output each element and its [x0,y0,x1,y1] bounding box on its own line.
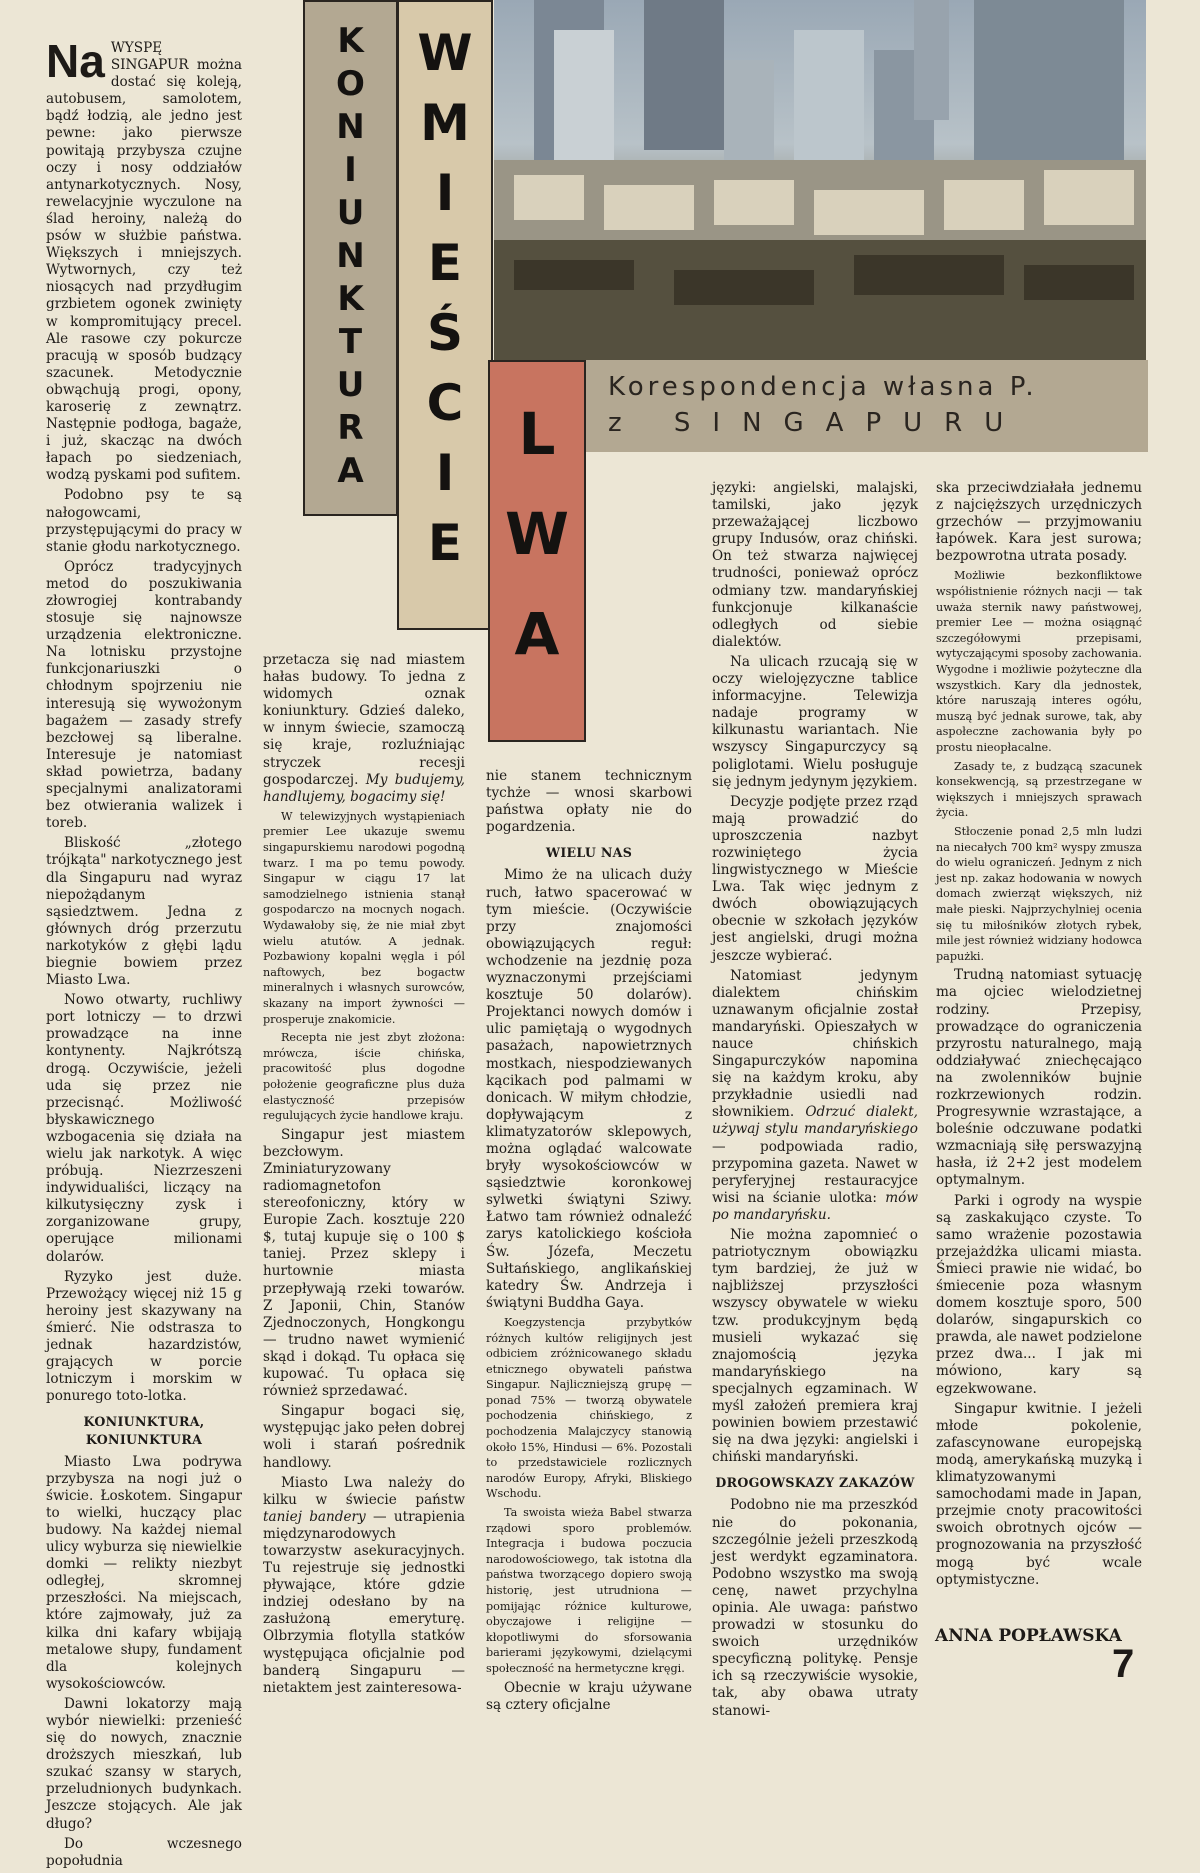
title-letter: T [338,322,363,362]
lead-paragraph: Na WYSPĘ SINGAPUR można dostać się koleją, autobusem, samolotem, bądź łodzią, ale jedno jest pewne: jako pierwsze powitają przybysza czujne oczy i nosy oddziałów antynarkotycznych. Nosy, rewelacyjnie wyczulone na ślad heroiny, należą do psów w służbie państwa. Większych i mniejszych. Wytwornych, czy też niosących nad przydługim grzbietem ogonek zwinięty w kompromitujący precel. Ale rasowe czy pokurcze pracują w sposób budzący szacunek. Metodycznie obwąchują progi, opony, karoserię z zewnątrz. Następnie podłoga, bagaże, i już, skacząc na dwóch łapach po siedzeniach, wodzą pyskami pod sufitem. [46,35,242,484]
paragraph: Miasto Lwa należy do kilku w świecie państw taniej bandery — utrapienia międzynarodowych towarzystw asekuracyjnych. Tu rejestruje się jednostki pływające, które gdzie indziej odesłano by na zasłużoną emeryturę. Olbrzymia flotylla statków występująca oficjalnie pod banderą Singapuru — nietaktem jest zainteresowa- [263,1474,465,1696]
title-letter: Ś [426,304,463,362]
paragraph: języki: angielski, malajski, tamilski, jako język przeważającej liczbowo grupy Indusów, oraz chiński. On też stwarza najwięcej trudności, ponieważ oprócz odmiany tzw. mandaryńskiej funkcjonuje kilkanaście odległych od siebie dialektów. [712,480,918,650]
title-banner-w-miescie [397,0,493,630]
paragraph: Zasady te, z budzącą szacunek konsekwencją, są przestrzegane w większych i mniejszych sprawach życia. [936,759,1142,820]
title-letter: I [435,444,455,502]
paragraph: ska przeciwdziałała jednemu z najcięższych urzędniczych grzechów — przyjmowaniu łapówek. Kara jest surowa; bezpowrotna utrata posady. [936,480,1142,565]
section-heading: KONIUNKTURA, KONIUNKTURA [83,1414,205,1447]
title-letter: E [427,514,463,572]
paragraph: nie stanem technicznym tychże — wnosi skarbowi państwa opłaty nie do pogardzenia. [486,768,692,836]
paragraph: Singapur bogaci się, występując jako pełen dobrej woli i starań pośrednik handlowy. [263,1403,465,1471]
paragraph: Nie można zapomnieć o patriotycznym obowiązku tym bardziej, że już w najbliższej przyszłości wszyscy obywatele w wieku tzw. produkcyjnym będą musieli wykazać się znajomością języka mandaryńskiego na specjalnych egzaminach. W myśl założeń premiera kraj powinien bowiem przestawić się na dwa języki: angielski i chiński mandaryński. [712,1227,918,1466]
paragraph: W telewizyjnych wystąpieniach premier Lee ukazuje swemu singapurskiemu narodowi pogodną twarz. I ma po temu powody. Singapur w ciągu 17 lat samodzielnego istnienia stanął gospodarczo na mocnych nogach. Wydawałoby się, że nie miał zbyt wielu atutów. A jednak. Pozbawiony kopalni węgla i pól naftowych, bez bogactw mineralnych i własnych surowców, skazany na import żywności — prosperuje znakomicie. [263,809,465,1026]
title-letter: K [337,21,364,61]
column-3 [486,768,692,1717]
paragraph: Singapur jest miastem bezcłowym. Zminiaturyzowany radiomagnetofon stereofoniczny, który w Europie Zach. kosztuje 220 $, tutaj kupuje się o 100 $ taniej. Przez sklepy i hurtownie miasta przepływają rzeki towarów. Z Japonii, Chin, Stanów Zjednoczonych, Hongkongu — trudno nawet wymienić skąd i dokąd. Tu opłaca się kupować. Tu opłaca się również sprzedawać. [263,1126,465,1400]
paragraph: Koegzystencja przybytków różnych kultów religijnych jest odbiciem zróżnicowanego składu etnicznego obywateli państwa Singapur. Najliczniejszą grupę — ponad 75% — tworzą obywatele pochodzenia chińskiego, z pochodzenia Malajczycy stanowią około 15%, Hindusi — 6%. Pozostali to przedstawiciele rozlicznych narodów Europy, Afryki, Bliskiego Wschodu. [486,1315,692,1501]
title-letter: A [514,600,560,668]
paragraph: Parki i ogrody na wyspie są zaskakująco czyste. To samo wrażenie pozostawia przejażdżka ulicami miasta. Śmieci prawie nie widać, bo śmiecenie poza własnym domem kosztuje sporo, 500 dolarów, singapurskich co prawda, ale nawet podzielone przez dwa... I jak mi mówiono, kary są egzekwowane. [936,1192,1143,1397]
paragraph: Natomiast jedynym dialektem chińskim uznawanym oficjalnie został mandaryński. Opieszałych w nauce chińskich Singapurczyków napomina się na każdym kroku, aby przykładnie usiedli nad słownikiem. Odrzuć dialekt, używaj stylu mandaryńskiego — podpowiada radio, przypomina gazeta. Nawet w peryferyjnej restauracyjce wisi na ścianie ulotka: mów po mandaryńsku. [712,967,918,1223]
title-letter: R [337,408,364,448]
correspondence-line1: Korespondencja własna P. [608,372,1038,402]
paragraph: Obecnie w kraju używane są cztery oficjalne [486,1679,692,1713]
correspondence-line2: z SINGAPURU [608,408,1026,438]
title-letter: I [344,150,357,190]
paragraph: Stłoczenie ponad 2,5 mln ludzi na niecałych 700 km² wyspy zmusza do wielu ograniczeń. Jednym z nich jest np. zakaz hodowania w nowych domach zwierząt większych, niż małe pieski. Najprzychylniej ocenia się tu miłośników złotych rybek, mile jest również widziany hodowca papużki. [936,824,1142,963]
paragraph: Recepta nie jest zbyt złożona: mrówcza, iście chińska, pracowitość plus dogodne położenie geograficzne plus duża elastyczność przepisów regulujących życie handlowe kraju. [263,1031,465,1123]
paragraph: Dawni lokatorzy mają wybór niewielki: przenieść się do nowych, znacznie droższych mieszkań, lub szukać szansy w starych, przeludnionych budynkach. Jeszcze stojących. Ale jak długo? [46,1695,242,1832]
paragraph: Nowo otwarty, ruchliwy port lotniczy — to drzwi prowadzące na inne kontynenty. Najkrótszą drogą. Oczywiście, jeżeli uda się przez nie przecisnąć. Możliwość błyskawicznego wzbogacenia się działa na wielu jak narkotyk. A więc próbują. Niezrzeszeni indywidualiści, liczący na kilkutysięczny zysk i zorganizowane grupy, operujące milionami dolarów. [46,992,242,1265]
title-letter: N [336,107,365,147]
skyline-illustration [494,0,1146,360]
paragraph: Bliskość „złotego trójkąta" narkotycznego jest dla Singapuru nad wyraz niepożądanym sąsiedztwem. Jedna z głównych dróg przerzutu narkotyków z głębi lądu biegnie bowiem przez Miasto Lwa. [46,835,242,989]
paragraph: Ta swoista wieża Babel stwarza rządowi sporo problemów. Integracja i budowa poczucia narodowościowego, tak istotna dla państwa tworzącego dopiero swoją historię, jest utrudniona — pomijając różnice kulturowe, obyczajowe i religijne — kłopotliwymi do sforsowania barierami językowymi, dzielącymi społeczność na hermetyczne kręgi. [486,1506,692,1675]
title-letter: E [427,234,463,292]
column-1 [46,35,242,1873]
column-5 [936,480,1142,1592]
paragraph: Ryzyko jest duże. Przewożący więcej niż 15 g heroiny jest skazywany na śmierć. Nie odstrasza to jednak hazardzistów, grających w porcie lotniczym i morskim w ponurego toto-lotka. [46,1268,242,1405]
section-heading: DROGOWSKAZY ZAKAZÓW [715,1475,915,1491]
paragraph: Do wczesnego popołudnia [46,1835,242,1869]
correspondence-block [586,360,1148,452]
paragraph: Podobno psy te są nałogowcami, przystępującymi do pracy w stanie głodu narkotycznego. [46,487,242,555]
title-letter: L [518,400,556,468]
title-letter: A [337,451,364,491]
paragraph: przetacza się nad miastem hałas budowy. To jedna z widomych oznak koniunktury. Gdzieś daleko, w innym świecie, szamoczą się kraje, rozluźniając stryczek recesji gospodarczej. My budujemy, handlujemy, bogacimy się! [263,652,465,805]
title-letter: N [336,236,365,276]
paragraph: Decyzje podjęte przez rząd mają prowadzić do uproszczenia nazbyt rozwiniętego życia lingwistycznego w Mieście Lwa. Tak więc jednym z dwóch obowiązujących obecnie w szkołach języków jest angielski, drugi można jeszcze wybierać. [712,793,918,964]
title-banner-koniunktura [303,0,398,516]
title-letter: W [417,24,473,82]
paragraph: Mimo że na ulicach duży ruch, łatwo spacerować w tym mieście. (Oczywiście przy znajomości obowiązujących reguł: wchodzenie na jezdnię poza wyznaczonymi przejściami kosztuje 50 dolarów). Projektanci nowych domów i ulic pamiętają o wygodnych pasażach, napowietrznych mostkach, niespodziewanych kącikach pod palmami w donicach. W miłym chłodzie, dopływającym z klimatyzatorów sklepowych, można oglądać walcowate bryły wysokościowców w sąsiedztwie koronkowej sylwetki świątyni Sziwy. Łatwo tam również odnaleźć zarys katolickiego kościoła Św. Józefa, Meczetu Sułtańskiego, anglikańskiej katedry Św. Andrzeja i świątyni Buddha Gaya. [486,867,692,1311]
paragraph: Oprócz tradycyjnych metod do poszukiwania złowrogiej kontrabandy stosuje się najnowsze urządzenia elektroniczne. Na lotnisku przystojne funkcjonariuszki o chłodnym spojrzeniu nie interesują się wywożonym bagażem — zasady strefy bezcłowej są liberalne. Interesuje je natomiast skład powietrza, badany specjalnymi analizatorami bez otwierania walizek i toreb. [46,558,242,832]
paragraph: Podobno nie ma przeszkód nie do pokonania, szczególnie jeżeli przeszkodą jest werdykt egzaminatora. Podobno wszystko ma swoją cenę, nawet przychylna opinia. Ale uwaga: państwo prowadzi w stosunku do swoich urzędników specyficzną politykę. Pensje ich są rzeczywiście wysokie, tak, aby obawa utraty stanowi- [712,1497,918,1719]
column-2 [263,652,465,1700]
title-letter: U [336,193,365,233]
column-4 [712,480,918,1723]
title-banner-lwa [488,360,586,742]
title-letter: M [420,94,470,152]
paragraph: Miasto Lwa podrywa przybysza na nogi już o świcie. Łoskotem. Singapur to wielki, huczący plac budowy. Na każdej niemal ulicy wyburza się niewielkie domki — relikty niezbyt odległej, skromnej przeszłości. Na miejscach, które zajmowały, już za kilka dni kafary wbijają metalowe słupy, fundament dla kolejnych wysokościowców. [46,1453,242,1692]
title-letter: I [435,164,455,222]
city-photo [494,0,1146,360]
drop-cap: Na [46,35,105,87]
author-name: ANNA POPŁAWSKA [935,1626,1122,1646]
paragraph: Trudną natomiast sytuację ma ojciec wielodzietnej rodziny. Przepisy, prowadzące do ograniczenia przyrostu naturalnego, mają oddziaływać zniechęcająco na zwolenników bujnie rozkrzewionych rodzin. Progresywnie wzrastające, a boleśnie odczuwane podatki wzmacniają siłę perswazyjną hasła, iż 2+2 jest modelem optymalnym. [936,967,1142,1189]
title-letter: U [336,365,365,405]
paragraph: Na ulicach rzucają się w oczy wielojęzyczne tablice informacyjne. Telewizja nadaje programy w kilkunastu wariantach. Nie wszyscy Singapurczycy są poliglotami. Wielu posługuje się jednym jedynym językiem. [712,653,918,790]
title-letter: K [337,279,364,319]
paragraph: Możliwie bezkonfliktowe współistnienie różnych nacji — tak uważa sternik nawy państwowej, premier Lee — można osiągnąć szczegółowymi przepisami, wytyczającymi sposoby zachowania. Wygodne i możliwie pożyteczne dla wszystkich. Kary dla jednostek, które naruszają interes ogółu, muszą być jednak surowe, tak, aby aspołeczne zachowania były po prostu nieopłacalne. [936,569,1142,754]
title-letter: W [505,500,569,568]
page-number: 7 [1112,1642,1135,1686]
section-heading: WIELU NAS [545,845,633,861]
title-letter: C [426,374,464,432]
paragraph: Singapur kwitnie. I jeżeli młode pokolenie, zafascynowane europejską modą, amerykańską muzyką i klimatyzowanymi samochodami made in Japan, przejmie cnoty pracowitości swoich obrotnych ojców — prognozowania na przyszłość mogą być wcale optymistyczne. [936,1400,1142,1588]
title-letter: O [336,64,365,104]
